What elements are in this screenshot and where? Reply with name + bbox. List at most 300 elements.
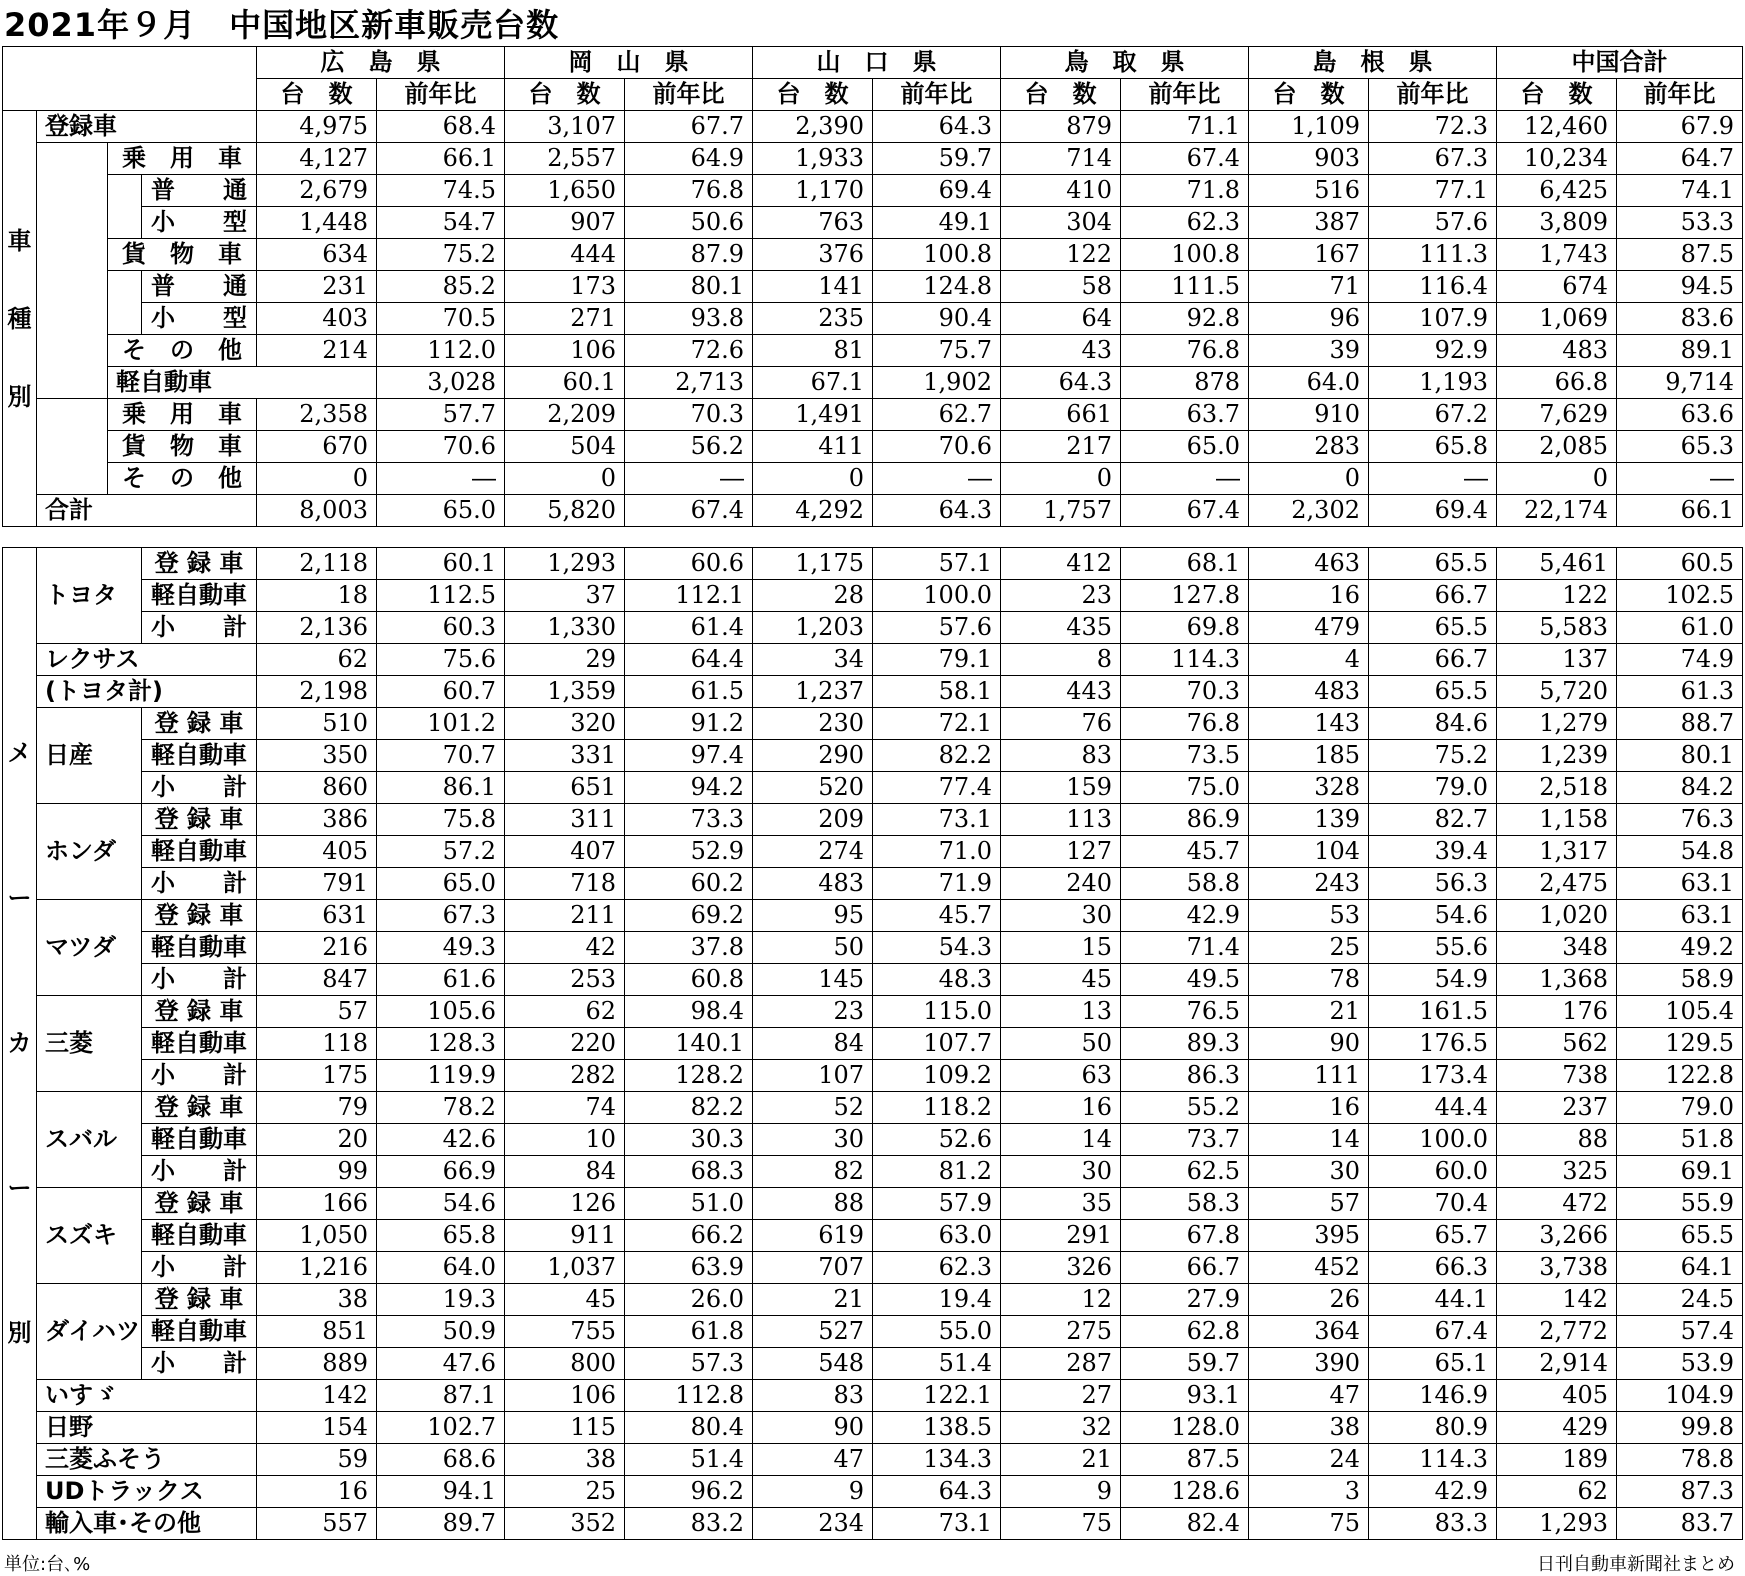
ratio-cell: 51.4 (625, 1444, 753, 1476)
ratio-cell: 73.1 (873, 804, 1001, 836)
ratio-cell: 64.1 (1617, 1252, 1743, 1284)
ratio-cell: 71.4 (1121, 932, 1249, 964)
units-header: 台 数 (753, 79, 873, 111)
units-cell: 38 (257, 1284, 377, 1316)
row-label: 合計 (37, 495, 257, 527)
ratio-cell: 62.5 (1121, 1156, 1249, 1188)
units-cell: 126 (505, 1188, 625, 1220)
units-cell: 1,239 (1497, 740, 1617, 772)
ratio-cell: 69.4 (1369, 495, 1497, 527)
row-label: 軽自動車 (142, 932, 257, 964)
ratio-cell: ― (1617, 463, 1743, 495)
ratio-cell: 64.4 (625, 644, 753, 676)
units-cell: 42 (505, 932, 625, 964)
ratio-cell: 66.9 (377, 1156, 505, 1188)
units-cell: 348 (1497, 932, 1617, 964)
ratio-cell: 65.5 (1369, 676, 1497, 708)
ratio-cell: 79.0 (1617, 1092, 1743, 1124)
ratio-cell: 64.3 (873, 1476, 1001, 1508)
ratio-cell: 80.9 (1369, 1412, 1497, 1444)
ratio-cell: 85.2 (377, 271, 505, 303)
table-row (3, 836, 1743, 868)
units-cell: 14 (1249, 1124, 1369, 1156)
ratio-cell: 84.2 (1617, 772, 1743, 804)
ratio-cell: 100.8 (1121, 239, 1249, 271)
ratio-cell: 48.3 (873, 964, 1001, 996)
units-cell: 557 (257, 1508, 377, 1540)
table-row (3, 1188, 1743, 1220)
ratio-cell: 62.7 (873, 399, 1001, 431)
units-cell: 1,237 (753, 676, 873, 708)
ratio-cell: 55.2 (1121, 1092, 1249, 1124)
ratio-cell: 65.5 (1369, 612, 1497, 644)
units-cell: 30 (1249, 1156, 1369, 1188)
ratio-cell: 122.8 (1617, 1060, 1743, 1092)
ratio-cell: 55.9 (1617, 1188, 1743, 1220)
ratio-cell: 92.9 (1369, 335, 1497, 367)
units-cell: 83 (1001, 740, 1121, 772)
ratio-header: 前年比 (1369, 79, 1497, 111)
units-cell: 57 (257, 996, 377, 1028)
row-label: 軽自動車 (142, 580, 257, 612)
row-label: 小 計 (142, 612, 257, 644)
units-cell: 311 (505, 804, 625, 836)
maker-hino: 日野 (37, 1412, 257, 1444)
ratio-cell: 107.7 (873, 1028, 1001, 1060)
ratio-cell: 73.7 (1121, 1124, 1249, 1156)
ratio-cell: 49.1 (873, 207, 1001, 239)
units-cell: 435 (1001, 612, 1121, 644)
ratio-cell: 54.3 (873, 932, 1001, 964)
table-row (3, 175, 1743, 207)
ratio-cell: 91.2 (625, 708, 753, 740)
units-cell: 1,317 (1497, 836, 1617, 868)
ratio-cell: 90.4 (873, 303, 1001, 335)
ratio-cell: 78.8 (1617, 1444, 1743, 1476)
units-cell: 1,109 (1249, 111, 1369, 143)
units-cell: 634 (257, 239, 377, 271)
region-header: 山 口 県 (753, 47, 1001, 79)
units-cell: 755 (505, 1316, 625, 1348)
units-cell: 2,198 (257, 676, 377, 708)
ratio-cell: 80.1 (1617, 740, 1743, 772)
units-cell: 122 (1497, 580, 1617, 612)
ratio-cell: 66.1 (1617, 495, 1743, 527)
ratio-cell: 96.2 (625, 1476, 753, 1508)
table-row (3, 143, 1743, 175)
table-row (3, 996, 1743, 1028)
ratio-cell: 65.3 (1617, 431, 1743, 463)
ratio-cell: 39.4 (1369, 836, 1497, 868)
ratio-cell: 65.5 (1369, 548, 1497, 580)
units-cell: 45 (505, 1284, 625, 1316)
ratio-cell: 61.3 (1617, 676, 1743, 708)
row-label: 乗 用 車 (108, 399, 257, 431)
units-cell: 30 (1001, 1156, 1121, 1188)
ratio-cell: 173.4 (1369, 1060, 1497, 1092)
ratio-cell: 64.3 (873, 111, 1001, 143)
row-label: 登 録 車 (142, 708, 257, 740)
units-cell: 1,491 (753, 399, 873, 431)
ratio-cell: 57.4 (1617, 1316, 1743, 1348)
units-cell: 59 (257, 1444, 377, 1476)
units-cell: 718 (505, 868, 625, 900)
units-cell: 115 (505, 1412, 625, 1444)
ratio-cell: 63.7 (1121, 399, 1249, 431)
ratio-cell: 61.6 (377, 964, 505, 996)
units-cell: 167 (1249, 239, 1369, 271)
units-cell: 137 (1497, 644, 1617, 676)
ratio-cell: 60.0 (1369, 1156, 1497, 1188)
ratio-cell: 94.1 (377, 1476, 505, 1508)
ratio-cell: 64.3 (1001, 367, 1121, 399)
units-cell: 16 (1249, 580, 1369, 612)
ratio-cell: 86.3 (1121, 1060, 1249, 1092)
units-cell: 889 (257, 1348, 377, 1380)
units-cell: 99 (257, 1156, 377, 1188)
ratio-cell: 94.2 (625, 772, 753, 804)
table-row (3, 676, 1743, 708)
units-cell: 282 (505, 1060, 625, 1092)
units-cell: 107 (753, 1060, 873, 1092)
units-cell: 2,475 (1497, 868, 1617, 900)
units-cell: 139 (1249, 804, 1369, 836)
ratio-header: 前年比 (1617, 79, 1743, 111)
row-label: 軽自動車 (142, 1028, 257, 1060)
ratio-cell: 42.9 (1121, 900, 1249, 932)
units-cell: 405 (1497, 1380, 1617, 1412)
units-cell: 10 (505, 1124, 625, 1156)
units-cell: 1,448 (257, 207, 377, 239)
ratio-cell: 70.3 (625, 399, 753, 431)
units-header: 台 数 (1249, 79, 1369, 111)
units-cell: 211 (505, 900, 625, 932)
units-cell: 1,037 (505, 1252, 625, 1284)
units-cell: 111 (1249, 1060, 1369, 1092)
region-header: 広 島 県 (257, 47, 505, 79)
ratio-cell: 112.0 (377, 335, 505, 367)
units-cell: 18 (257, 580, 377, 612)
ratio-cell: 54.6 (1369, 900, 1497, 932)
units-cell: 1,158 (1497, 804, 1617, 836)
table-row (3, 708, 1743, 740)
units-cell: 8 (1001, 644, 1121, 676)
maker-nissan: 日産 (37, 708, 142, 804)
units-cell: 50 (1001, 1028, 1121, 1060)
units-cell: 7,629 (1497, 399, 1617, 431)
ratio-cell: 71.8 (1121, 175, 1249, 207)
ratio-cell: 67.2 (1369, 399, 1497, 431)
units-cell: 253 (505, 964, 625, 996)
units-cell: 1,203 (753, 612, 873, 644)
units-cell: 38 (505, 1444, 625, 1476)
units-cell: 3,107 (505, 111, 625, 143)
units-cell: 0 (1001, 463, 1121, 495)
ratio-cell: 57.2 (377, 836, 505, 868)
units-cell: 34 (753, 644, 873, 676)
units-cell: 910 (1249, 399, 1369, 431)
units-cell: 331 (505, 740, 625, 772)
units-cell: 9,714 (1617, 367, 1743, 399)
ratio-cell: 76.3 (1617, 804, 1743, 836)
ratio-cell: 75.0 (1121, 772, 1249, 804)
units-cell: 452 (1249, 1252, 1369, 1284)
ratio-cell: ― (625, 463, 753, 495)
row-label: 小 計 (142, 964, 257, 996)
units-cell: 0 (257, 463, 377, 495)
ratio-cell: 60.5 (1617, 548, 1743, 580)
ratio-cell: 58.8 (1121, 868, 1249, 900)
ratio-cell: 63.1 (1617, 868, 1743, 900)
row-label: 登 録 車 (142, 900, 257, 932)
ratio-cell: 52.6 (873, 1124, 1001, 1156)
ratio-cell: 37.8 (625, 932, 753, 964)
ratio-cell: 115.0 (873, 996, 1001, 1028)
ratio-cell: 72.6 (625, 335, 753, 367)
units-cell: 45 (1001, 964, 1121, 996)
units-cell: 62 (257, 644, 377, 676)
ratio-cell: 82.4 (1121, 1508, 1249, 1540)
ratio-cell: 114.3 (1369, 1444, 1497, 1476)
ratio-cell: 60.1 (377, 548, 505, 580)
units-cell: 141 (753, 271, 873, 303)
units-cell: 13 (1001, 996, 1121, 1028)
ratio-cell: ― (873, 463, 1001, 495)
region-header: 岡 山 県 (505, 47, 753, 79)
ratio-cell: 68.6 (377, 1444, 505, 1476)
ratio-cell: 45.7 (1121, 836, 1249, 868)
ratio-cell: 57.1 (873, 548, 1001, 580)
ratio-cell: 75.2 (1369, 740, 1497, 772)
ratio-cell: 57.3 (625, 1348, 753, 1380)
table-row (3, 740, 1743, 772)
units-cell: 2,772 (1497, 1316, 1617, 1348)
row-label: 登 録 車 (142, 1188, 257, 1220)
ratio-cell: 30.3 (625, 1124, 753, 1156)
ratio-cell: 138.5 (873, 1412, 1001, 1444)
units-cell: 707 (753, 1252, 873, 1284)
units-cell: 851 (257, 1316, 377, 1348)
table-row (3, 271, 1743, 303)
ratio-cell: 77.4 (873, 772, 1001, 804)
ratio-cell: 65.0 (377, 868, 505, 900)
units-cell: 1,293 (505, 548, 625, 580)
units-cell: 154 (257, 1412, 377, 1444)
maker-mitsubishi: 三菱 (37, 996, 142, 1092)
row-label: 小 計 (142, 868, 257, 900)
ratio-cell: 62.3 (873, 1252, 1001, 1284)
units-cell: 25 (1249, 932, 1369, 964)
ratio-cell: 62.8 (1121, 1316, 1249, 1348)
table-row (3, 1412, 1743, 1444)
units-cell: 3,266 (1497, 1220, 1617, 1252)
table-row (3, 463, 1743, 495)
units-cell: 291 (1001, 1220, 1121, 1252)
units-cell: 159 (1001, 772, 1121, 804)
ratio-cell: 69.2 (625, 900, 753, 932)
ratio-cell: 80.1 (625, 271, 753, 303)
ratio-cell: 86.1 (377, 772, 505, 804)
units-cell: 76 (1001, 708, 1121, 740)
ratio-cell: 72.3 (1369, 111, 1497, 143)
units-cell: 57 (1249, 1188, 1369, 1220)
ratio-cell: 26.0 (625, 1284, 753, 1316)
row-label: 登 録 車 (142, 1092, 257, 1124)
units-cell: 2,302 (1249, 495, 1369, 527)
ratio-header: 前年比 (873, 79, 1001, 111)
ratio-cell: 67.3 (377, 900, 505, 932)
ratio-cell: 78.2 (377, 1092, 505, 1124)
units-cell: 791 (257, 868, 377, 900)
units-cell: 320 (505, 708, 625, 740)
units-cell: 166 (257, 1188, 377, 1220)
ratio-cell: 107.9 (1369, 303, 1497, 335)
ratio-cell: 62.3 (1121, 207, 1249, 239)
maker-ud: UDトラックス (37, 1476, 257, 1508)
units-cell: 405 (257, 836, 377, 868)
ratio-cell: 74.5 (377, 175, 505, 207)
ratio-cell: 102.7 (377, 1412, 505, 1444)
units-cell: 714 (1001, 143, 1121, 175)
units-cell: 483 (1249, 676, 1369, 708)
units-cell: 122 (1001, 239, 1121, 271)
ratio-cell: 67.7 (625, 111, 753, 143)
ratio-cell: 73.3 (625, 804, 753, 836)
ratio-cell: 93.1 (1121, 1380, 1249, 1412)
table-row (3, 1060, 1743, 1092)
ratio-cell: 64.9 (625, 143, 753, 175)
units-cell: 2,914 (1497, 1348, 1617, 1380)
units-cell: 35 (1001, 1188, 1121, 1220)
ratio-cell: 122.1 (873, 1380, 1001, 1412)
ratio-cell: 80.4 (625, 1412, 753, 1444)
units-cell: 1,330 (505, 612, 625, 644)
units-cell: 510 (257, 708, 377, 740)
units-cell: 878 (1121, 367, 1249, 399)
section-label-maker: メ ー カ ー 別 (3, 548, 37, 1540)
ratio-cell: 59.7 (1121, 1348, 1249, 1380)
units-cell: 22,174 (1497, 495, 1617, 527)
ratio-cell: 82.2 (873, 740, 1001, 772)
units-cell: 1,050 (257, 1220, 377, 1252)
ratio-cell: 68.4 (377, 111, 505, 143)
units-cell: 2,518 (1497, 772, 1617, 804)
ratio-cell: 67.1 (753, 367, 873, 399)
units-cell: 62 (1497, 1476, 1617, 1508)
units-cell: 4,292 (753, 495, 873, 527)
units-cell: 21 (1001, 1444, 1121, 1476)
ratio-cell: 73.1 (873, 1508, 1001, 1540)
units-cell: 240 (1001, 868, 1121, 900)
header-row-regions (3, 47, 1743, 79)
units-cell: 12,460 (1497, 111, 1617, 143)
units-cell: 410 (1001, 175, 1121, 207)
units-cell: 328 (1249, 772, 1369, 804)
units-cell: 10,234 (1497, 143, 1617, 175)
ratio-cell: 19.3 (377, 1284, 505, 1316)
ratio-cell: 60.2 (625, 868, 753, 900)
ratio-header: 前年比 (625, 79, 753, 111)
ratio-cell: 97.4 (625, 740, 753, 772)
row-label: 軽自動車 (108, 367, 377, 399)
units-cell: 175 (257, 1060, 377, 1092)
vehicle-type-table (2, 46, 1743, 527)
units-cell: 25 (505, 1476, 625, 1508)
ratio-cell: 66.7 (1369, 580, 1497, 612)
ratio-cell: 76.8 (1121, 708, 1249, 740)
ratio-cell: 87.5 (1121, 1444, 1249, 1476)
units-cell: 483 (753, 868, 873, 900)
ratio-cell: 87.9 (625, 239, 753, 271)
ratio-cell: 56.2 (625, 431, 753, 463)
ratio-cell: 65.8 (377, 1220, 505, 1252)
ratio-cell: 60.6 (625, 548, 753, 580)
ratio-cell: 63.6 (1617, 399, 1743, 431)
units-cell: 407 (505, 836, 625, 868)
units-cell: 16 (1249, 1092, 1369, 1124)
ratio-cell: 67.4 (1121, 143, 1249, 175)
units-cell: 75 (1001, 1508, 1121, 1540)
ratio-cell: 76.8 (625, 175, 753, 207)
table-row (3, 207, 1743, 239)
units-cell: 619 (753, 1220, 873, 1252)
units-cell: 24 (1249, 1444, 1369, 1476)
ratio-cell: 65.8 (1369, 431, 1497, 463)
units-cell: 651 (505, 772, 625, 804)
units-cell: 0 (753, 463, 873, 495)
units-cell: 16 (1001, 1092, 1121, 1124)
table-row (3, 548, 1743, 580)
units-cell: 127 (1001, 836, 1121, 868)
units-cell: 271 (505, 303, 625, 335)
ratio-cell: 73.5 (1121, 740, 1249, 772)
units-cell: 287 (1001, 1348, 1121, 1380)
units-cell: 27 (1001, 1380, 1121, 1412)
table-row (3, 111, 1743, 143)
table-row (3, 1092, 1743, 1124)
ratio-cell: 86.9 (1121, 804, 1249, 836)
units-cell: 443 (1001, 676, 1121, 708)
unit-note: 単位:台､% (4, 1554, 91, 1575)
units-cell: 3 (1249, 1476, 1369, 1508)
ratio-cell: 54.9 (1369, 964, 1497, 996)
units-cell: 83 (753, 1380, 873, 1412)
row-label: 普 通 (142, 271, 257, 303)
row-label: 軽自動車 (142, 740, 257, 772)
ratio-cell: 112.8 (625, 1380, 753, 1412)
units-cell: 37 (505, 580, 625, 612)
units-cell: 1,170 (753, 175, 873, 207)
row-label: そ の 他 (108, 463, 257, 495)
ratio-cell: 76.8 (1121, 335, 1249, 367)
units-cell: 75 (1249, 1508, 1369, 1540)
maker-toyota: トヨタ (37, 548, 142, 644)
units-cell: 275 (1001, 1316, 1121, 1348)
units-cell: 1,069 (1497, 303, 1617, 335)
units-cell: 12 (1001, 1284, 1121, 1316)
ratio-cell: 64.7 (1617, 143, 1743, 175)
ratio-cell: 111.3 (1369, 239, 1497, 271)
ratio-cell: 27.9 (1121, 1284, 1249, 1316)
ratio-cell: 67.4 (1369, 1316, 1497, 1348)
units-cell: 283 (1249, 431, 1369, 463)
ratio-cell: 77.1 (1369, 175, 1497, 207)
units-cell: 16 (257, 1476, 377, 1508)
units-header: 台 数 (1001, 79, 1121, 111)
maker-lexus: レクサス (37, 644, 257, 676)
ratio-cell: 83.7 (1617, 1508, 1743, 1540)
ratio-cell: ― (1121, 463, 1249, 495)
